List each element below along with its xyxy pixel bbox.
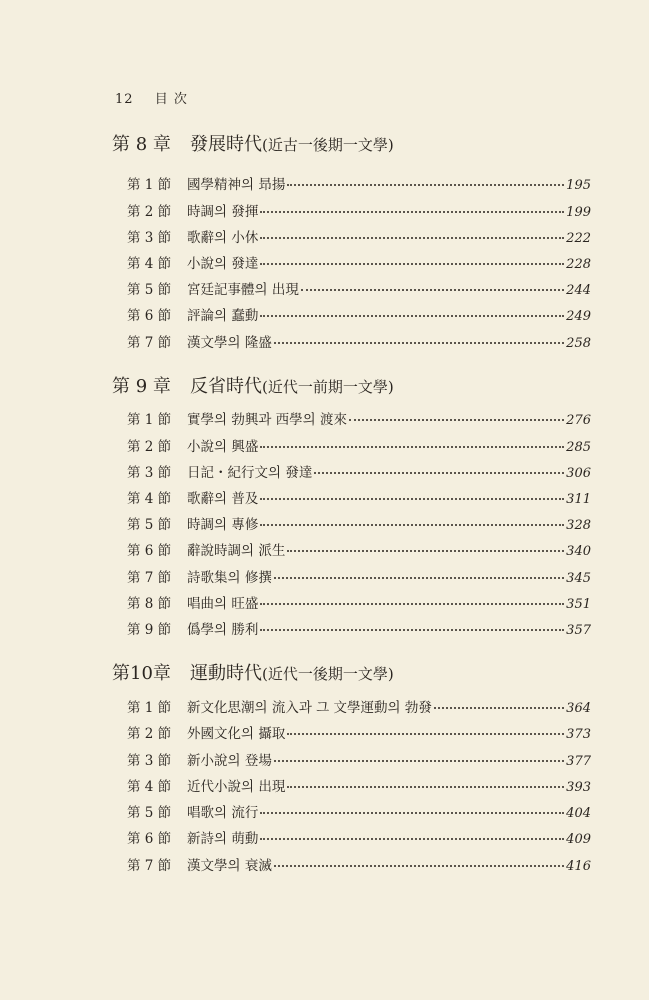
section-title: 小說의 興盛: [187, 439, 259, 455]
dot-leader: [260, 812, 564, 814]
chapter-subtitle: (近代一前期一文學): [262, 378, 394, 396]
page-ref: 357: [566, 623, 591, 638]
page-number: 12: [115, 92, 134, 107]
section-title: 新小說의 登場: [187, 753, 272, 769]
dot-leader: [434, 707, 564, 709]
toc-entry[interactable]: [127, 408, 591, 428]
toc-entry[interactable]: [127, 827, 591, 847]
toc-entry[interactable]: [127, 854, 591, 874]
dot-leader: [260, 524, 564, 526]
toc-entry[interactable]: [127, 226, 591, 246]
section-title: 唱曲의 旺盛: [187, 596, 259, 612]
section-number: 第 4 節: [127, 256, 172, 272]
toc-entry[interactable]: [127, 618, 591, 638]
page-ref: 393: [566, 780, 591, 795]
section-number: 第 3 節: [127, 230, 172, 246]
chapter-number: 第 9 章: [112, 376, 171, 397]
toc-entry[interactable]: [127, 801, 591, 821]
section-number: 第 3 節: [127, 753, 172, 769]
chapter-title: 發展時代: [190, 134, 262, 155]
section-number: 第 3 節: [127, 465, 172, 481]
section-number: 第 7 節: [127, 858, 172, 874]
toc-entry[interactable]: [127, 435, 591, 455]
dot-leader: [274, 577, 564, 579]
dot-leader: [301, 289, 564, 291]
page-ref: 306: [566, 466, 591, 481]
dot-leader: [260, 211, 564, 213]
running-head: [115, 88, 188, 107]
page-ref: 222: [566, 231, 591, 246]
section-title: 國學精神의 昻揚: [187, 177, 286, 193]
page-ref: 311: [566, 492, 591, 507]
page-ref: 199: [566, 205, 591, 220]
section-title: 歌辭의 普及: [187, 491, 259, 507]
toc-entry[interactable]: [127, 566, 591, 586]
section-number: 第 5 節: [127, 805, 172, 821]
dot-leader: [274, 865, 564, 867]
section-title: 評論의 蠢動: [187, 308, 259, 324]
page-ref: 351: [566, 597, 591, 612]
page-ref: 340: [566, 544, 591, 559]
dot-leader: [287, 733, 564, 735]
toc-entry[interactable]: [127, 200, 591, 220]
section-number: 第 9 節: [127, 622, 172, 638]
chapter-subtitle: (近古一後期一文學): [262, 136, 394, 154]
page-ref: 404: [566, 806, 591, 821]
section-number: 第 5 節: [127, 282, 172, 298]
section-number: 第 2 節: [127, 726, 172, 742]
dot-leader: [287, 550, 564, 552]
section-number: 第 2 節: [127, 439, 172, 455]
section-title: 漢文學의 隆盛: [187, 335, 272, 351]
page-ref: 195: [566, 178, 591, 193]
section-number: 第 6 節: [127, 543, 172, 559]
section-number: 第 2 節: [127, 204, 172, 220]
toc-entry[interactable]: [127, 749, 591, 769]
section-title: 新詩의 萌動: [187, 831, 259, 847]
section-number: 第 8 節: [127, 596, 172, 612]
chapter-number: 第 8 章: [112, 134, 171, 155]
toc-entry[interactable]: [127, 696, 591, 716]
chapter-number: 第10章: [112, 663, 171, 684]
dot-leader: [260, 263, 564, 265]
page-ref: 409: [566, 832, 591, 847]
dot-leader: [314, 472, 564, 474]
dot-leader: [260, 315, 564, 317]
chapter-subtitle: (近代一後期一文學): [262, 665, 394, 683]
toc-entry[interactable]: [127, 539, 591, 559]
section-title: 唱歌의 流行: [187, 805, 259, 821]
page-ref: 276: [566, 413, 591, 428]
section-title: 詩歌集의 修撰: [187, 570, 272, 586]
dot-leader: [274, 760, 564, 762]
dot-leader: [260, 446, 564, 448]
section-number: 第 6 節: [127, 308, 172, 324]
dot-leader: [260, 838, 564, 840]
page-ref: 328: [566, 518, 591, 533]
page-ref: 228: [566, 257, 591, 272]
toc-entry[interactable]: [127, 722, 591, 742]
chapter-heading: [112, 130, 592, 156]
toc-entry[interactable]: [127, 592, 591, 612]
dot-leader: [274, 342, 564, 344]
section-title: 實學의 勃興과 西學의 渡來: [187, 412, 347, 428]
page-ref: 249: [566, 309, 591, 324]
page-ref: 285: [566, 440, 591, 455]
dot-leader: [260, 603, 564, 605]
toc-entry[interactable]: [127, 461, 591, 481]
running-title: 目 次: [154, 92, 188, 107]
dot-leader: [260, 629, 564, 631]
section-title: 近代小說의 出現: [187, 779, 286, 795]
dot-leader: [260, 237, 564, 239]
chapter-heading: [112, 659, 592, 685]
page-ref: 373: [566, 727, 591, 742]
section-number: 第 7 節: [127, 335, 172, 351]
page-ref: 377: [566, 754, 591, 769]
page-ref: 345: [566, 571, 591, 586]
toc-entry[interactable]: [127, 487, 591, 507]
dot-leader: [260, 498, 564, 500]
dot-leader: [287, 184, 564, 186]
toc-entry[interactable]: [127, 252, 591, 272]
page-ref: 258: [566, 336, 591, 351]
section-title: 辭說時調의 派生: [187, 543, 286, 559]
section-number: 第 6 節: [127, 831, 172, 847]
chapter-title: 反省時代: [190, 376, 262, 397]
chapter-heading: [112, 372, 592, 398]
section-number: 第 1 節: [127, 177, 172, 193]
section-number: 第 7 節: [127, 570, 172, 586]
page-ref: 364: [566, 701, 591, 716]
section-title: 宮廷記事體의 出現: [187, 282, 299, 298]
section-title: 時調의 專修: [187, 517, 259, 533]
dot-leader: [287, 786, 564, 788]
section-title: 小說의 發達: [187, 256, 259, 272]
section-title: 時調의 發揮: [187, 204, 259, 220]
toc-entry[interactable]: [127, 331, 591, 351]
toc-entry[interactable]: [127, 513, 591, 533]
dot-leader: [349, 419, 564, 421]
section-title: 歌辭의 小休: [187, 230, 259, 246]
page-ref: 244: [566, 283, 591, 298]
toc-entry[interactable]: [127, 278, 591, 298]
section-number: 第 1 節: [127, 700, 172, 716]
section-title: 僞學의 勝利: [187, 622, 259, 638]
toc-entry[interactable]: [127, 304, 591, 324]
section-number: 第 1 節: [127, 412, 172, 428]
section-number: 第 5 節: [127, 517, 172, 533]
section-title: 漢文學의 衰滅: [187, 858, 272, 874]
chapter-title: 運動時代: [190, 663, 262, 684]
section-title: 外國文化의 攝取: [187, 726, 286, 742]
section-title: 新文化思潮의 流入과 그 文學運動의 勃發: [187, 700, 432, 716]
toc-entry[interactable]: [127, 173, 591, 193]
section-number: 第 4 節: [127, 491, 172, 507]
section-number: 第 4 節: [127, 779, 172, 795]
section-title: 日記・紀行文의 發達: [187, 465, 313, 481]
toc-entry[interactable]: [127, 775, 591, 795]
page-ref: 416: [566, 859, 591, 874]
